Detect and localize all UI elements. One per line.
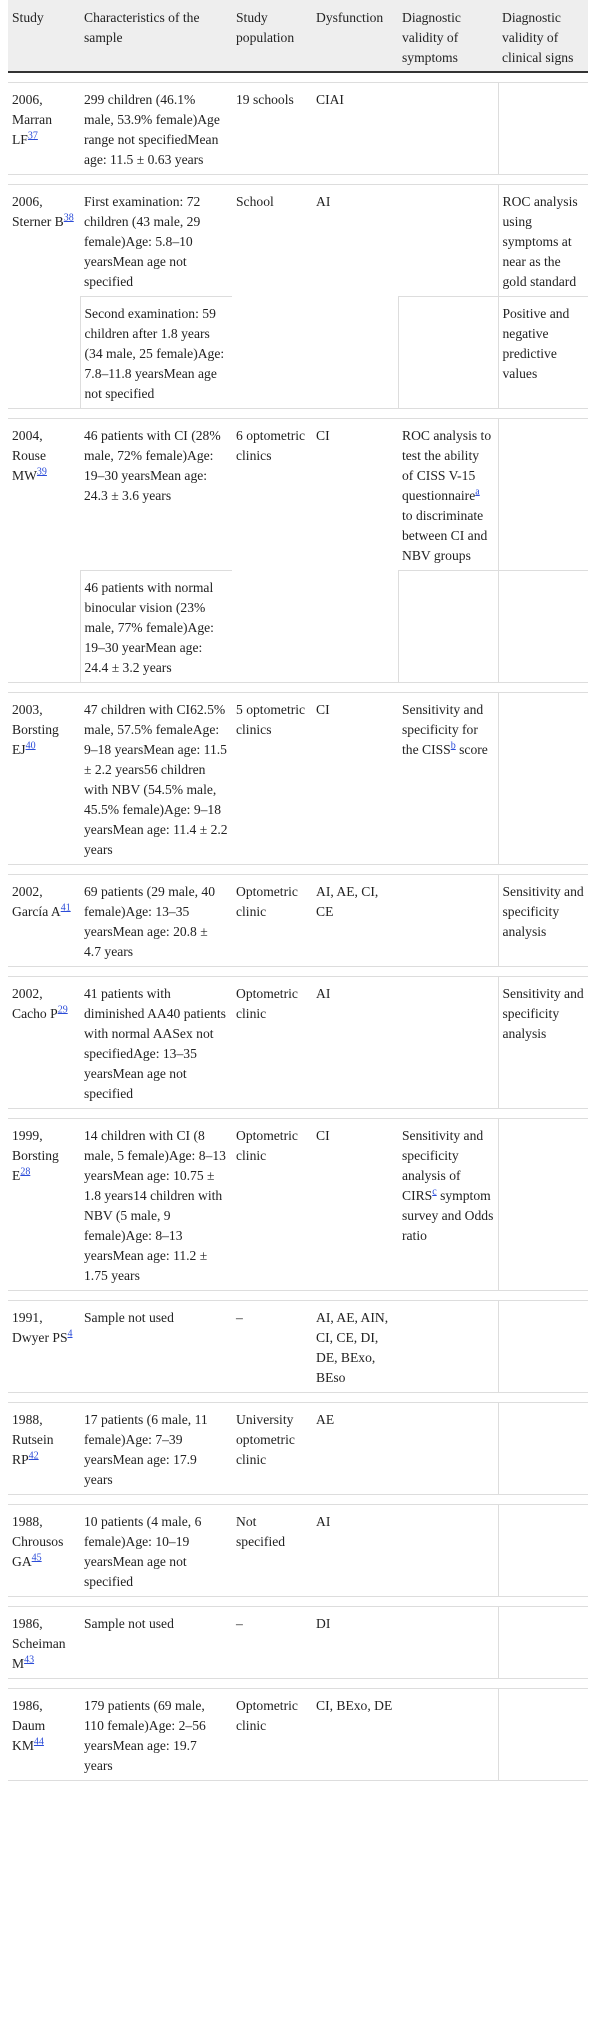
population-cell: Not specified <box>232 1505 312 1597</box>
symptoms-validity-cell <box>398 875 498 967</box>
study-label: 1988, Chrousos GA <box>12 1514 64 1569</box>
sample-characteristics-cell: 47 children with CI62.5% male, 57.5% femaleAge: 9–18 yearsMean age: 11.5 ± 2.2 years56 children with NBV (54.5% male, 45.5% female)Age: 9–18 yearsMean age: 11.4 ± 2.2 years <box>80 693 232 865</box>
study-cell <box>8 693 80 865</box>
symptoms-validity-cell <box>398 1505 498 1597</box>
population-cell: School <box>232 185 312 409</box>
study-cell <box>8 1607 80 1679</box>
sample-characteristics-cell: 14 children with CI (8 male, 5 female)Age: 8–13 yearsMean age: 10.75 ± 1.8 years14 children with NBV (5 male, 9 female)Age: 8–13 yearsMean age: 11.2 ± 1.75 years <box>80 1119 232 1291</box>
study-label: 2004, Rouse MW <box>12 428 46 483</box>
reference-link[interactable]: 39 <box>36 466 47 478</box>
sample-characteristics-cell: 10 patients (4 male, 6 female)Age: 10–19 yearsMean age not specified <box>80 1505 232 1597</box>
table-container <box>8 0 588 1781</box>
symptoms-text-continued: score <box>455 742 488 757</box>
dysfunction-cell: CI <box>312 1119 398 1291</box>
population-cell: Optometric clinic <box>232 875 312 967</box>
population-cell: – <box>232 1607 312 1679</box>
group-spacer <box>8 1291 588 1301</box>
symptoms-text: ROC analysis to test the ability of CISS V-15 questionnaire <box>402 428 492 503</box>
spacer-cell <box>8 1495 588 1505</box>
table-row <box>8 977 588 1109</box>
reference-link[interactable]: 43 <box>24 1654 35 1666</box>
symptoms-validity-cell <box>398 977 498 1109</box>
study-cell <box>8 1403 80 1495</box>
study-label: 2006, Marran LF <box>12 92 53 147</box>
dysfunction-cell: CI <box>312 693 398 865</box>
dysfunction-cell: DI <box>312 1607 398 1679</box>
dysfunction-cell: AE <box>312 1403 398 1495</box>
dysfunction-cell: AI <box>312 977 398 1109</box>
population-cell: Optometric clinic <box>232 977 312 1109</box>
table-row <box>8 1119 588 1291</box>
group-spacer <box>8 1495 588 1505</box>
symptoms-validity-cell <box>398 1607 498 1679</box>
table-row <box>8 1689 588 1781</box>
study-label: 2006, Sterner B <box>12 194 64 229</box>
reference-link[interactable]: 38 <box>63 212 74 224</box>
reference-link[interactable]: a <box>475 486 480 498</box>
study-cell <box>8 875 80 967</box>
signs-validity-cell: Sensitivity and specificity analysis <box>498 977 588 1109</box>
reference-link[interactable]: 44 <box>33 1736 44 1748</box>
sample-characteristics-cell: 299 children (46.1% male, 53.9% female)Age range not specifiedMean age: 11.5 ± 0.63 years <box>80 83 232 175</box>
study-label: 2002, García A <box>12 884 61 919</box>
population-cell: Optometric clinic <box>232 1119 312 1291</box>
table-header <box>8 0 588 72</box>
group-spacer <box>8 1393 588 1403</box>
table-row <box>8 875 588 967</box>
study-cell <box>8 419 80 683</box>
symptoms-validity-cell <box>398 1301 498 1393</box>
reference-link[interactable]: 41 <box>60 902 71 914</box>
table-body <box>8 72 588 1781</box>
symptoms-validity-cell <box>398 185 498 297</box>
reference-link[interactable]: 42 <box>28 1450 39 1462</box>
group-spacer <box>8 1679 588 1689</box>
header-row <box>8 0 588 72</box>
signs-validity-cell <box>498 1505 588 1597</box>
reference-link[interactable]: 28 <box>20 1166 31 1178</box>
sample-characteristics-cell: 17 patients (6 male, 11 female)Age: 7–39 yearsMean age: 17.9 years <box>80 1403 232 1495</box>
study-label: 1999, Borsting E <box>12 1128 59 1183</box>
symptoms-text-continued: to discriminate between CI and NBV groups <box>402 508 488 563</box>
group-spacer <box>8 175 588 185</box>
signs-validity-cell <box>498 1301 588 1393</box>
sample-characteristics-cell: 46 patients with normal binocular vision (23% male, 77% female)Age: 19–30 yearMean age: 24.4 ± 3.2 years <box>80 571 232 683</box>
signs-validity-cell: Sensitivity and specificity analysis <box>498 875 588 967</box>
sample-characteristics-cell: Sample not used <box>80 1607 232 1679</box>
dysfunction-cell: CI, BExo, DE <box>312 1689 398 1781</box>
study-cell <box>8 83 80 175</box>
symptoms-validity-cell <box>398 1119 498 1291</box>
spacer-cell <box>8 865 588 875</box>
sample-characteristics-cell: 69 patients (29 male, 40 female)Age: 13–35 yearsMean age: 20.8 ± 4.7 years <box>80 875 232 967</box>
sample-characteristics-cell: Second examination: 59 children after 1.8 years (34 male, 25 female)Age: 7.8–11.8 yearsMean age not specified <box>80 297 232 409</box>
study-cell <box>8 1505 80 1597</box>
population-cell: 6 optometric clinics <box>232 419 312 683</box>
signs-validity-cell <box>498 419 588 571</box>
spacer-cell <box>8 1109 588 1119</box>
signs-validity-cell <box>498 1689 588 1781</box>
dysfunction-cell: AI, AE, CI, CE <box>312 875 398 967</box>
header-population: Study population <box>232 0 312 72</box>
dysfunction-cell: CIAI <box>312 83 398 175</box>
signs-validity-cell <box>498 571 588 683</box>
symptoms-validity-cell <box>398 83 498 175</box>
spacer-cell <box>8 1291 588 1301</box>
study-label: 2002, Cacho P <box>12 986 58 1021</box>
dysfunction-cell: AI, AE, AIN, CI, CE, DI, DE, BExo, BEso <box>312 1301 398 1393</box>
header-symptoms-validity: Diagnostic validity of symptoms <box>398 0 498 72</box>
symptoms-validity-cell <box>398 1689 498 1781</box>
spacer-cell <box>8 967 588 977</box>
reference-link[interactable]: 40 <box>25 740 36 752</box>
spacer-cell <box>8 1393 588 1403</box>
reference-link[interactable]: 4 <box>67 1328 73 1340</box>
study-cell <box>8 1119 80 1291</box>
group-spacer <box>8 1597 588 1607</box>
study-label: 1991, Dwyer PS <box>12 1310 68 1345</box>
symptoms-validity-cell <box>398 1403 498 1495</box>
reference-link[interactable]: c <box>432 1186 437 1198</box>
spacer-cell <box>8 175 588 185</box>
study-cell <box>8 977 80 1109</box>
reference-link[interactable]: 45 <box>31 1552 42 1564</box>
spacer-cell <box>8 72 588 83</box>
spacer-cell <box>8 409 588 419</box>
table-row <box>8 1301 588 1393</box>
header-study: Study <box>8 0 80 72</box>
population-cell: – <box>232 1301 312 1393</box>
sample-characteristics-cell: First examination: 72 children (43 male, 29 female)Age: 5.8–10 yearsMean age not specified <box>80 185 232 297</box>
study-label: 1986, Daum KM <box>12 1698 46 1753</box>
group-spacer <box>8 865 588 875</box>
table-row <box>8 1607 588 1679</box>
spacer-cell <box>8 1597 588 1607</box>
signs-validity-cell <box>498 83 588 175</box>
group-spacer <box>8 967 588 977</box>
population-cell: Optometric clinic <box>232 1689 312 1781</box>
reference-link[interactable]: 29 <box>57 1004 68 1016</box>
dysfunction-cell: CI <box>312 419 398 683</box>
dysfunction-cell: AI <box>312 185 398 409</box>
study-cell <box>8 1301 80 1393</box>
study-label: 1988, Rutsein RP <box>12 1412 54 1467</box>
table-row <box>8 83 588 175</box>
signs-validity-cell <box>498 693 588 865</box>
spacer-cell <box>8 683 588 693</box>
table-row <box>8 1403 588 1495</box>
population-cell: 5 optometric clinics <box>232 693 312 865</box>
reference-link[interactable]: b <box>450 740 456 752</box>
study-label: 2003, Borsting EJ <box>12 702 59 757</box>
study-cell <box>8 185 80 409</box>
symptoms-text: Sensitivity and specificity for the CISS <box>402 702 484 757</box>
sample-characteristics-cell: 179 patients (69 male, 110 female)Age: 2–56 yearsMean age: 19.7 years <box>80 1689 232 1781</box>
table-row <box>8 419 588 571</box>
symptoms-validity-cell <box>398 419 498 571</box>
table-row <box>8 185 588 297</box>
symptoms-validity-cell <box>398 571 498 683</box>
group-spacer <box>8 1109 588 1119</box>
sample-characteristics-cell: 46 patients with CI (28% male, 72% female)Age: 19–30 yearsMean age: 24.3 ± 3.6 years <box>80 419 232 571</box>
population-cell: 19 schools <box>232 83 312 175</box>
signs-validity-cell <box>498 1119 588 1291</box>
sample-characteristics-cell: Sample not used <box>80 1301 232 1393</box>
reference-link[interactable]: 37 <box>27 130 38 142</box>
study-label: 1986, Scheiman M <box>12 1616 66 1671</box>
signs-validity-cell: ROC analysis using symptoms at near as the gold standard <box>498 185 588 297</box>
signs-validity-cell <box>498 1403 588 1495</box>
sample-characteristics-cell: 41 patients with diminished AA40 patients with normal AASex not specifiedAge: 13–35 yearsMean age not specified <box>80 977 232 1109</box>
population-cell: University optometric clinic <box>232 1403 312 1495</box>
dysfunction-cell: AI <box>312 1505 398 1597</box>
table-row <box>8 1505 588 1597</box>
group-spacer <box>8 683 588 693</box>
symptoms-validity-cell <box>398 297 498 409</box>
group-spacer <box>8 72 588 83</box>
signs-validity-cell <box>498 1607 588 1679</box>
group-spacer <box>8 409 588 419</box>
symptoms-text: Sensitivity and specificity analysis of CIRS <box>402 1128 484 1203</box>
header-characteristics: Characteristics of the sample <box>80 0 232 72</box>
symptoms-validity-cell <box>398 693 498 865</box>
studies-table <box>8 0 588 1781</box>
spacer-cell <box>8 1679 588 1689</box>
table-row <box>8 693 588 865</box>
symptoms-text-continued: symptom survey and Odds ratio <box>402 1188 494 1243</box>
signs-validity-cell: Positive and negative predictive values <box>498 297 588 409</box>
study-cell <box>8 1689 80 1781</box>
header-signs-validity: Diagnostic validity of clinical signs <box>498 0 588 72</box>
header-dysfunction: Dysfunction <box>312 0 398 72</box>
